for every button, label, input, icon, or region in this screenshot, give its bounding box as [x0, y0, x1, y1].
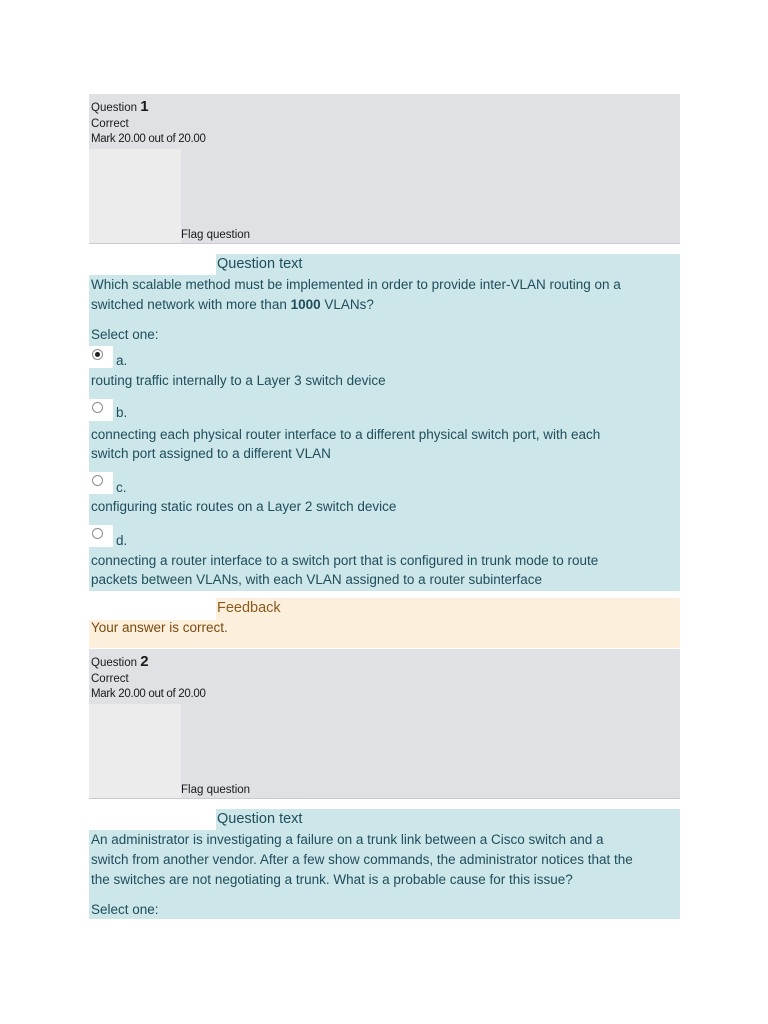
question-number: Question 1	[91, 98, 149, 115]
option-a-radio[interactable]	[89, 346, 113, 368]
option-c-text[interactable]: configuring static routes on a Layer 2 switch device	[91, 499, 397, 514]
question-2-text-block	[89, 809, 680, 919]
option-b-radio[interactable]	[89, 399, 113, 421]
question-1-text-block	[89, 254, 680, 591]
option-b-letter: b.	[116, 405, 128, 420]
option-b-text-line-2[interactable]: switch port assigned to a different VLAN	[91, 446, 331, 461]
option-d-text-line-2[interactable]: packets between VLANs, with each VLAN assigned to a router subinterface	[91, 572, 543, 587]
select-one-label: Select one:	[91, 902, 159, 917]
question-prompt-line-3: the switches are not negotiating a trunk. What is a probable cause for this issue?	[91, 872, 573, 887]
option-c-radio[interactable]	[89, 472, 113, 494]
option-d-letter: d.	[116, 533, 128, 548]
select-one-label: Select one:	[91, 327, 159, 342]
feedback-heading: Feedback	[217, 600, 281, 616]
question-state: Correct	[91, 673, 129, 685]
flag-question-box	[89, 149, 181, 243]
flag-question-link[interactable]: Flag question	[181, 784, 251, 796]
question-2-info	[89, 649, 680, 799]
heading-spacer	[89, 254, 216, 275]
feedback-block	[89, 598, 680, 648]
question-grade: Mark 20.00 out of 20.00	[91, 133, 206, 145]
question-prompt-line-1: Which scalable method must be implemented in order to provide inter-VLAN routing on a	[91, 277, 621, 292]
radio-circle	[92, 402, 103, 413]
radio-selected-dot	[95, 352, 100, 357]
radio-circle	[92, 475, 103, 486]
option-d-radio[interactable]	[89, 525, 113, 547]
question-text-heading: Question text	[217, 811, 303, 827]
question-state: Correct	[91, 118, 129, 130]
option-a-letter: a.	[116, 353, 128, 368]
question-prompt-line-1: An administrator is investigating a failure on a trunk link between a Cisco switch and a	[91, 832, 604, 847]
option-d-text-line-1[interactable]: connecting a router interface to a switch port that is configured in trunk mode to route	[91, 553, 599, 568]
question-prompt-line-2: switch from another vendor. After a few show commands, the administrator notices that the	[91, 852, 633, 867]
feedback-text: Your answer is correct.	[91, 620, 228, 635]
option-b-text-line-1[interactable]: connecting each physical router interface to a different physical switch port, with each	[91, 427, 601, 442]
option-a-text[interactable]: routing traffic internally to a Layer 3 switch device	[91, 373, 386, 388]
question-number: Question 2	[91, 653, 149, 670]
question-prompt-line-2: switched network with more than 1000 VLANs?	[91, 297, 374, 312]
heading-spacer	[89, 809, 216, 830]
question-grade: Mark 20.00 out of 20.00	[91, 688, 206, 700]
question-text-heading: Question text	[217, 256, 303, 272]
flag-question-box	[89, 704, 181, 798]
flag-question-link[interactable]: Flag question	[181, 229, 251, 241]
radio-circle	[92, 528, 103, 539]
heading-spacer	[89, 598, 216, 620]
option-c-letter: c.	[116, 480, 127, 495]
question-1-info	[89, 94, 680, 244]
